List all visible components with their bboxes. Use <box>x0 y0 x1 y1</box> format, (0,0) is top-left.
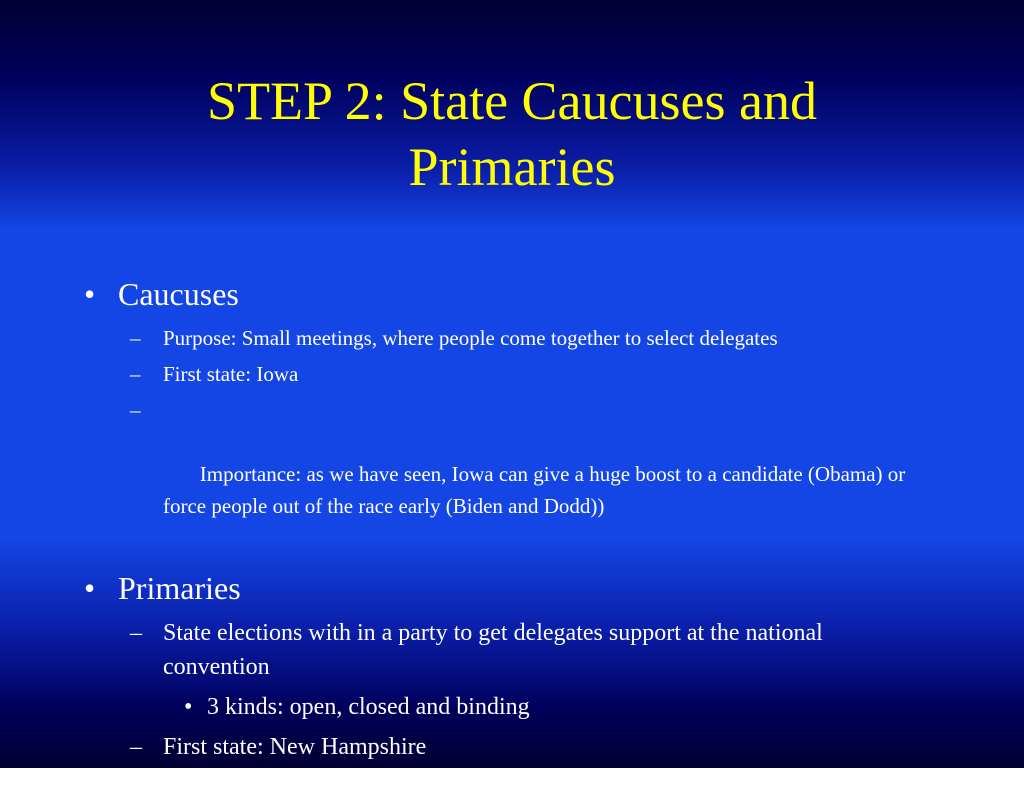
sub-item-text: Importance: weeds out candidates, proves who can win and where <box>163 774 799 800</box>
dash-icon: – <box>130 620 142 646</box>
dash-icon: – <box>130 326 141 350</box>
dash-icon: – <box>130 362 141 386</box>
bullet-heading: Primaries <box>118 570 241 606</box>
sub-sub-item-kinds <box>0 690 907 724</box>
sub-item-primaries-definition <box>0 616 883 684</box>
bullet-icon: • <box>84 276 96 312</box>
slide-title: STEP 2: State Caucuses and Primaries <box>207 71 817 197</box>
dash-icon: – <box>130 734 142 760</box>
bullet-primaries <box>0 568 958 608</box>
bullet-heading: Caucuses <box>118 276 239 312</box>
bullet-caucuses <box>0 274 958 314</box>
bullet-icon: • <box>84 570 96 606</box>
sub-item-caucus-purpose <box>0 322 923 354</box>
sub-item-text: First state: Iowa <box>163 362 299 386</box>
bullet-icon: • <box>184 694 193 720</box>
sub-item-caucus-first-state <box>0 358 923 390</box>
slide-content <box>0 274 1024 804</box>
sub-item-primaries-first-state <box>0 730 883 764</box>
dash-icon: – <box>130 774 142 800</box>
sub-item-text: State elections with in a party to get delegates support at the national convention <box>163 620 823 680</box>
sub-item-text: Importance: as we have seen, Iowa can give a huge boost to a candidate (Obama) or force people out of the race early (Biden and Dodd)) <box>163 462 911 518</box>
sub-item-primaries-importance <box>0 770 883 804</box>
sub-item-caucus-importance <box>0 394 923 554</box>
sub-item-text: Purpose: Small meetings, where people come together to select delegates <box>163 326 778 350</box>
dash-icon: – <box>130 398 141 422</box>
sub-item-text: First state: New Hampshire <box>163 734 427 760</box>
sub-sub-item-text: 3 kinds: open, closed and binding <box>207 694 530 720</box>
